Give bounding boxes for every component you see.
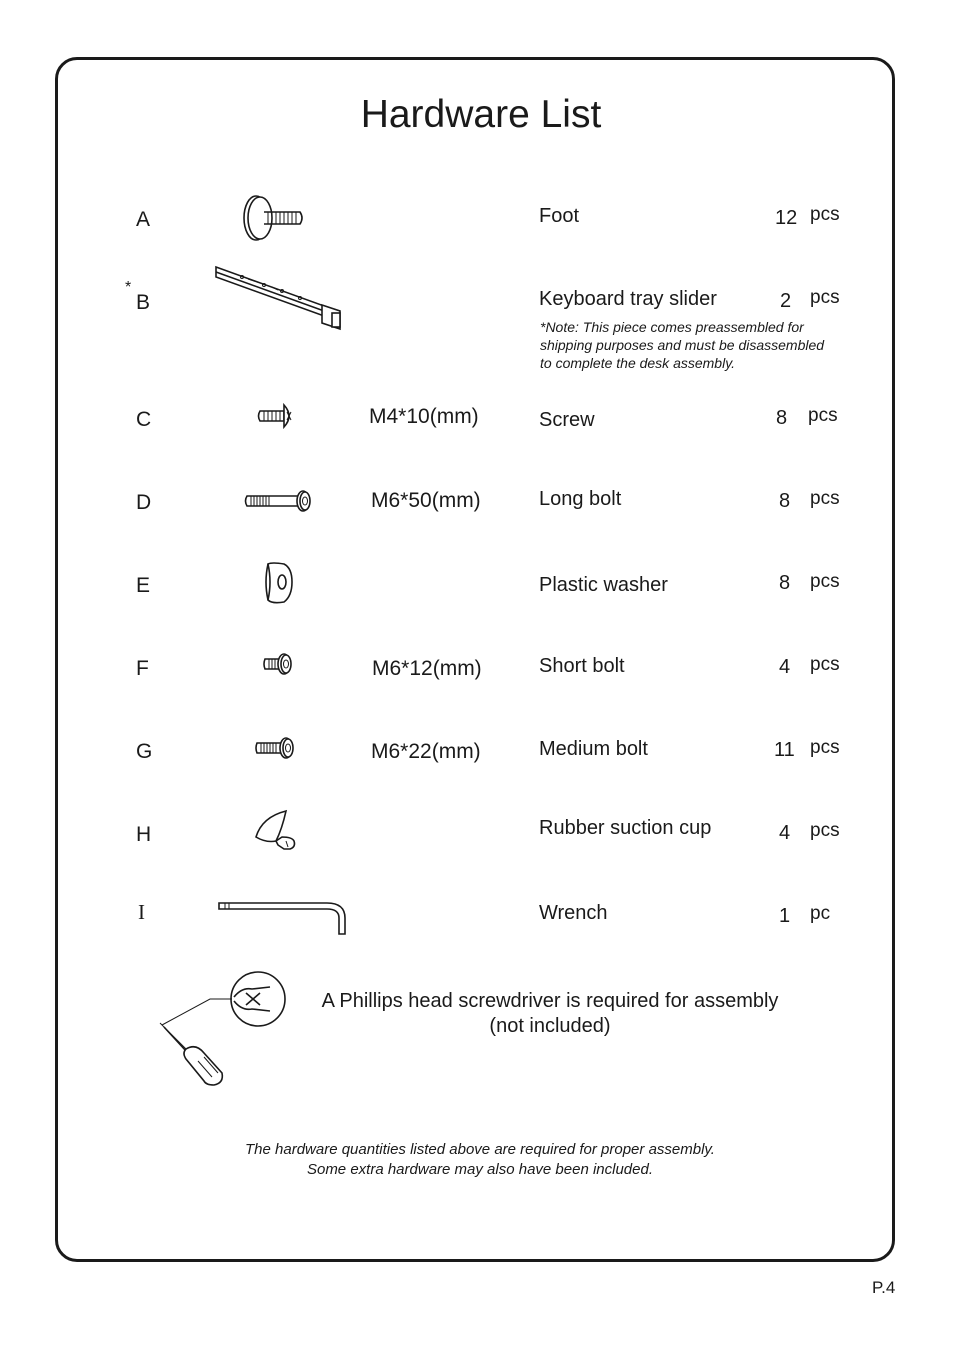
item-letter: I bbox=[138, 900, 145, 924]
medium-bolt-icon bbox=[254, 735, 298, 761]
item-name: Medium bolt bbox=[539, 738, 648, 760]
item-size: M6*22(mm) bbox=[371, 740, 481, 763]
phillips-screwdriver-icon bbox=[150, 965, 290, 1095]
item-letter: F bbox=[136, 657, 149, 680]
hardware-row-e bbox=[0, 566, 954, 646]
item-name: Plastic washer bbox=[539, 574, 668, 596]
hardware-row-a bbox=[0, 200, 954, 280]
item-unit: pcs bbox=[808, 405, 838, 426]
hardware-row-h bbox=[0, 815, 954, 895]
note-line: shipping purposes and must be disassembled bbox=[540, 337, 825, 353]
item-name: Long bolt bbox=[539, 488, 622, 510]
item-letter: G bbox=[136, 740, 153, 763]
item-unit: pcs bbox=[810, 204, 840, 225]
item-unit: pcs bbox=[810, 737, 840, 758]
suction-cup-icon bbox=[252, 807, 300, 853]
item-unit: pcs bbox=[810, 571, 840, 592]
item-letter: A bbox=[136, 208, 151, 231]
item-quantity: 12 bbox=[775, 207, 798, 229]
page-title: Hardware List bbox=[360, 93, 602, 136]
item-letter: C bbox=[136, 408, 152, 431]
hardware-row-g bbox=[0, 732, 954, 812]
item-quantity: 4 bbox=[779, 656, 791, 678]
item-name: Keyboard tray slider bbox=[539, 288, 717, 310]
short-bolt-icon bbox=[262, 651, 296, 677]
washer-icon bbox=[262, 560, 296, 606]
screwdriver-line-2: (not included) bbox=[489, 1015, 611, 1037]
hardware-row-c bbox=[0, 400, 954, 480]
item-name: Wrench bbox=[539, 902, 608, 924]
item-quantity: 4 bbox=[779, 822, 791, 844]
item-unit: pcs bbox=[810, 654, 840, 675]
screw-icon bbox=[256, 402, 298, 430]
screwdriver-requirement bbox=[300, 989, 800, 1039]
slider-rail-icon bbox=[212, 263, 348, 335]
item-name: Screw bbox=[539, 409, 595, 431]
item-unit: pcs bbox=[810, 488, 840, 509]
item-letter: E bbox=[136, 574, 151, 597]
quantity-disclaimer bbox=[180, 1140, 780, 1180]
hardware-row-d bbox=[0, 483, 954, 563]
item-name: Short bolt bbox=[539, 655, 625, 677]
note-line: *Note: This piece comes preassembled for bbox=[540, 319, 804, 335]
item-quantity: 1 bbox=[779, 905, 791, 927]
allen-wrench-icon bbox=[215, 898, 351, 938]
hardware-row-f bbox=[0, 649, 954, 729]
item-letter: H bbox=[136, 823, 152, 846]
preassembly-note bbox=[540, 318, 850, 372]
disclaimer-line-2: Some extra hardware may also have been included. bbox=[306, 1161, 654, 1178]
item-letter: D bbox=[136, 491, 152, 514]
screwdriver-line-1: A Phillips head screwdriver is required for assembly bbox=[321, 990, 779, 1012]
item-letter: B bbox=[136, 291, 151, 314]
hardware-row-i bbox=[0, 898, 954, 978]
item-unit: pcs bbox=[810, 820, 840, 841]
item-size: M4*10(mm) bbox=[369, 405, 479, 428]
item-unit: pc bbox=[810, 903, 831, 924]
item-name: Rubber suction cup bbox=[539, 817, 712, 839]
foot-icon bbox=[238, 192, 310, 246]
page-number: P.4 bbox=[872, 1278, 896, 1297]
item-quantity: 8 bbox=[776, 407, 788, 429]
note-line: to complete the desk assembly. bbox=[540, 355, 736, 371]
item-quantity: 11 bbox=[774, 739, 795, 761]
item-unit: pcs bbox=[810, 287, 840, 308]
item-quantity: 2 bbox=[780, 290, 792, 312]
item-quantity: 8 bbox=[779, 572, 791, 594]
item-size: M6*50(mm) bbox=[371, 489, 481, 512]
item-size: M6*12(mm) bbox=[372, 657, 482, 680]
item-quantity: 8 bbox=[779, 490, 791, 512]
preassembled-marker: * bbox=[125, 279, 132, 296]
item-name: Foot bbox=[539, 205, 580, 227]
disclaimer-line-1: The hardware quantities listed above are required for proper assembly. bbox=[245, 1141, 715, 1158]
long-bolt-icon bbox=[243, 487, 315, 515]
